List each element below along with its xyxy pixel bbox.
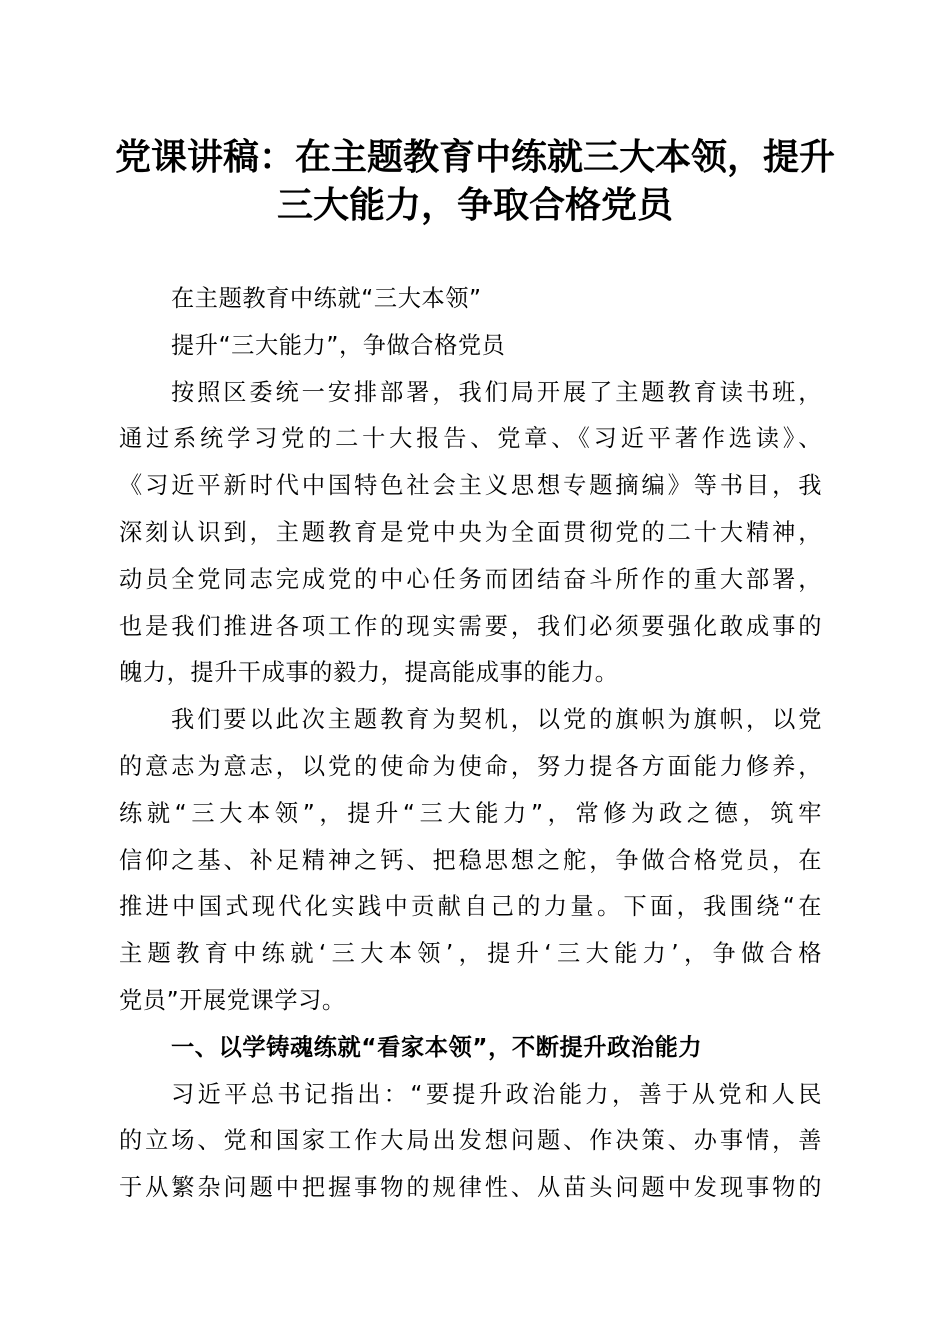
text-line: 按照区委统一安排部署，我们局开展了主题教育读书班， bbox=[171, 378, 822, 406]
text-line: 也是我们推进各项工作的现实需要，我们必须要强化敢成事的 bbox=[119, 612, 822, 640]
text-line: 于从繁杂问题中把握事物的规律性、从苗头问题中发现事物的 bbox=[119, 1174, 822, 1202]
document-body bbox=[119, 276, 822, 1212]
title-line-1: 党课讲稿：在主题教育中练就三大本领，提升 bbox=[114, 136, 835, 178]
text-line: 提升“三大能力”，争做合格党员 bbox=[171, 331, 506, 359]
text-line: 动员全党同志完成党的中心任务而团结奋斗所作的重大部署， bbox=[119, 565, 822, 593]
text-line: 主题教育中练就‘三大本领’，提升‘三大能力’，争做合格 bbox=[119, 940, 822, 968]
text-line: 的立场、党和国家工作大局出发想问题、作决策、办事情，善 bbox=[119, 1127, 822, 1155]
document-title bbox=[100, 133, 850, 229]
text-line: 练就“三大本领”，提升“三大能力”，常修为政之德，筑牢 bbox=[119, 799, 822, 827]
text-line: 通过系统学习党的二十大报告、党章、《习近平著作选读》、 bbox=[119, 425, 822, 453]
text-line: 信仰之基、补足精神之钙、把稳思想之舵，争做合格党员，在 bbox=[119, 846, 822, 874]
text-line: 的意志为意志，以党的使命为使命，努力提各方面能力修养， bbox=[119, 752, 822, 780]
text-line: 党员”开展党课学习。 bbox=[119, 986, 346, 1014]
section-heading: 一、以学铸魂练就“看家本领”，不断提升政治能力 bbox=[171, 1033, 703, 1061]
text-line: 习近平总书记指出：“要提升政治能力，善于从党和人民 bbox=[171, 1080, 822, 1108]
text-line: 《习近平新时代中国特色社会主义思想专题摘编》等书目，我 bbox=[119, 472, 822, 500]
title-line-2: 三大能力，争取合格党员 bbox=[276, 184, 673, 226]
text-line: 魄力，提升干成事的毅力，提高能成事的能力。 bbox=[119, 659, 619, 687]
text-line: 深刻认识到，主题教育是党中央为全面贯彻党的二十大精神， bbox=[119, 518, 822, 546]
text-line: 在主题教育中练就“三大本领” bbox=[171, 285, 482, 312]
text-line: 我们要以此次主题教育为契机，以党的旗帜为旗帜，以党 bbox=[171, 706, 822, 734]
text-line: 推进中国式现代化实践中贡献自己的力量。下面，我围绕“在 bbox=[119, 893, 822, 921]
